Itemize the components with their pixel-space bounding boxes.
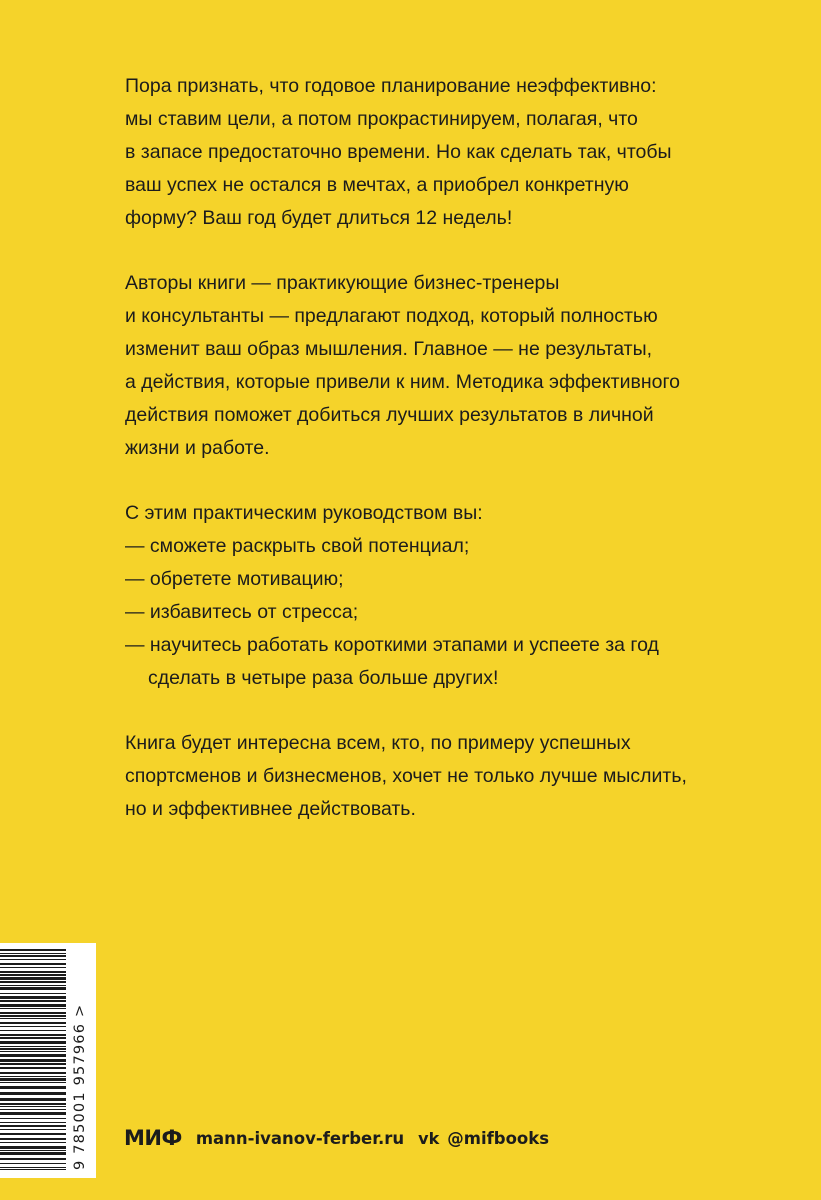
list-item: — обретете мотивацию;: [125, 568, 344, 590]
barcode-bar: [0, 955, 66, 957]
barcode-bar: [0, 1086, 66, 1089]
barcode-bar: [0, 1122, 66, 1123]
barcode-bar: [0, 1004, 66, 1007]
barcode-bar: [0, 1106, 66, 1107]
barcode-bar: [0, 1054, 66, 1057]
text-line: Авторы книги — практикующие бизнес-тренеры: [125, 272, 560, 294]
barcode-bar: [0, 987, 66, 990]
barcode-bar: [0, 974, 66, 976]
barcode-bar: [0, 1076, 66, 1077]
social-handle[interactable]: @mifbooks: [447, 1128, 550, 1148]
barcode-bar: [0, 996, 66, 999]
barcode-bar: [0, 1072, 66, 1074]
barcode-bar: [0, 1051, 66, 1052]
list-intro: С этим практическим руководством вы:: [125, 502, 483, 524]
list-item: — научитесь работать короткими этапами и успеете за год: [125, 634, 659, 656]
barcode-bar: [0, 1048, 66, 1050]
barcode-bar: [0, 1103, 66, 1105]
barcode-bar: [0, 1142, 66, 1143]
barcode-bar: [0, 1026, 66, 1027]
text-line: жизни и работе.: [125, 437, 270, 459]
barcode-bar: [0, 1167, 66, 1168]
list-item: — избавитесь от стресса;: [125, 601, 359, 623]
text-line: мы ставим цели, а потом прокрастинируем, полагая, что: [125, 108, 638, 130]
barcode-bar: [0, 963, 66, 965]
barcode-bar: [0, 1041, 66, 1044]
barcode-bar: [0, 1150, 66, 1151]
barcode-bar: [0, 1158, 66, 1160]
publisher-logo: МИФ: [124, 1126, 182, 1150]
barcode-bar: [0, 1012, 66, 1014]
closing-paragraph: [125, 727, 725, 826]
barcode-bar: [0, 959, 66, 960]
barcode-bar: [0, 1133, 66, 1135]
barcode-bar: [0, 977, 66, 980]
barcode-bar: [0, 1152, 66, 1155]
barcode-bar: [0, 1067, 66, 1069]
intro-paragraph: [125, 70, 725, 235]
text-line: и консультанты — предлагают подход, который полностью: [125, 305, 658, 327]
barcode-bar: [0, 1018, 66, 1019]
barcode-bar: [0, 1037, 66, 1039]
barcode-bar: [0, 1129, 66, 1130]
barcode-bar: [0, 1000, 66, 1002]
barcode-bar: [0, 1046, 66, 1047]
barcode-bar: [0, 981, 66, 983]
barcode-bar: [0, 1059, 66, 1062]
text-line: Пора признать, что годовое планирование неэффективно:: [125, 75, 657, 97]
text-line: спортсменов и бизнесменов, хочет не только лучше мыслить,: [125, 765, 687, 787]
barcode-bar: [0, 1118, 66, 1119]
barcode-bar: [0, 949, 66, 951]
list-item: — сможете раскрыть свой потенциал;: [125, 535, 470, 557]
list-item-continuation: сделать в четыре раза больше других!: [148, 667, 499, 689]
barcode-bar: [0, 1030, 66, 1031]
barcode-bar: [0, 1125, 66, 1127]
barcode-bar: [0, 1022, 66, 1024]
barcode-bar: [0, 1063, 66, 1065]
barcode-bar: [0, 993, 66, 994]
text-line: форму? Ваш год будет длиться 12 недель!: [125, 207, 513, 229]
benefits-list: [125, 497, 725, 695]
vk-icon[interactable]: vk: [418, 1128, 440, 1148]
barcode-bar: [0, 1146, 66, 1149]
barcode-bar: [0, 1034, 66, 1036]
barcode-bar: [0, 1109, 66, 1110]
barcode-bar: [0, 1163, 66, 1164]
barcode-bar: [0, 1078, 66, 1081]
text-line: Книга будет интересна всем, кто, по примеру успешных: [125, 732, 631, 754]
footer: [124, 1124, 549, 1152]
barcode-digits: 9 785001 957966 >: [72, 1003, 88, 1170]
website-link[interactable]: mann-ivanov-ferber.ru: [195, 1128, 405, 1148]
barcode-bar: [0, 1169, 66, 1170]
barcode-bar: [0, 1112, 66, 1115]
authors-paragraph: [125, 267, 725, 465]
barcode-bar: [0, 1138, 66, 1140]
barcode-bar: [0, 971, 66, 973]
text-line: но и эффективнее действовать.: [125, 798, 416, 820]
barcode-bar: [0, 953, 66, 954]
barcode-bar: [0, 967, 66, 968]
barcode-bar: [0, 1098, 66, 1101]
barcode-bar: [0, 1082, 66, 1083]
text-line: а действия, которые привели к ним. Методика эффективного: [125, 371, 680, 393]
text-line: в запасе предостаточно времени. Но как сделать так, чтобы: [125, 141, 672, 163]
barcode-bar: [0, 1092, 66, 1095]
barcode-bar: [0, 985, 66, 986]
barcode-bar: [0, 1008, 66, 1009]
text-line: изменит ваш образ мышления. Главное — не результаты,: [125, 338, 653, 360]
text-line: ваш успех не остался в мечтах, а приобрел конкретную: [125, 174, 629, 196]
annotation-text: [125, 70, 725, 858]
text-line: действия поможет добиться лучших результатов в личной: [125, 404, 654, 426]
barcode-bar: [0, 1015, 66, 1017]
